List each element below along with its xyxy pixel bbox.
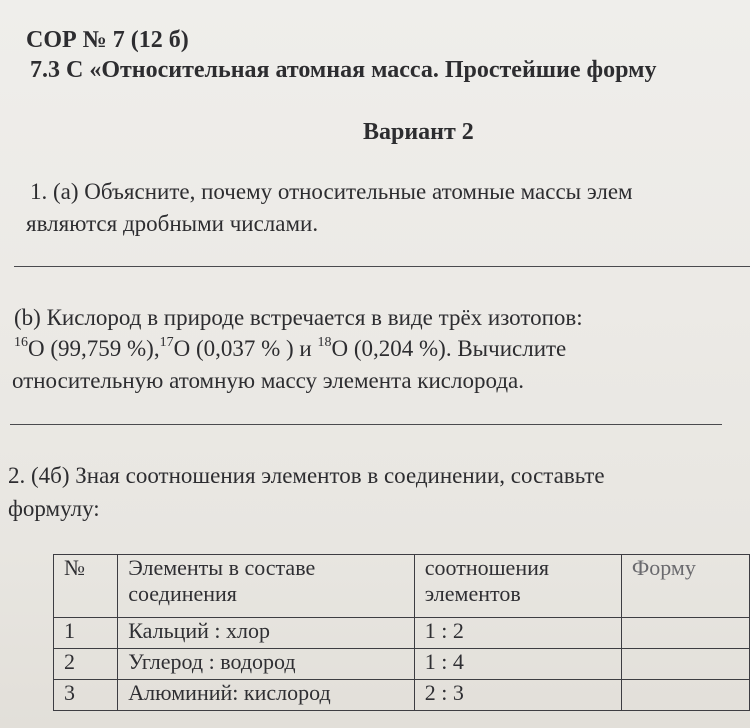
question-1b-isotopes <box>14 335 566 363</box>
header-number: № <box>54 555 118 618</box>
topic-title: 7.3 С «Относительная атомная масса. Простейшие форму <box>30 57 657 83</box>
isotope-3-text: O (0,204 %). Вычислите <box>331 336 567 361</box>
row-2-formula[interactable] <box>621 649 749 680</box>
question-2-line-1: 2. (4б) Зная соотношения элементов в соединении, составьте <box>8 463 605 488</box>
question-2-line-2: формулу: <box>8 496 100 521</box>
row-3-ratio: 2 : 3 <box>414 680 621 711</box>
isotope-2-mass: 17 <box>159 335 174 350</box>
header-ratio <box>414 555 621 618</box>
row-1-number: 1 <box>54 618 118 649</box>
question-1b-line-3: относительную атомную массу элемента кислорода. <box>12 368 524 393</box>
row-3-elements: Алюминий: кислород <box>118 680 415 711</box>
row-3-number: 3 <box>54 680 118 711</box>
row-3-formula[interactable] <box>621 680 749 711</box>
table-row <box>54 649 750 680</box>
isotope-3-mass: 18 <box>317 335 332 350</box>
header-formula: Форму <box>621 555 749 618</box>
header-elements-line-1: Элементы в составе <box>128 555 316 580</box>
table-row <box>54 618 750 649</box>
isotope-1-text: O (99,759 %), <box>28 336 160 361</box>
row-2-ratio: 1 : 4 <box>414 649 621 680</box>
assessment-title: СОР № 7 (12 б) <box>26 27 189 53</box>
answer-line-1b <box>10 424 722 425</box>
row-2-number: 2 <box>54 649 118 680</box>
question-1a-line-1: 1. (а) Объясните, почему относительные атомные массы элем <box>30 179 633 204</box>
header-ratio-line-1: соотношения <box>424 555 549 580</box>
row-1-formula[interactable] <box>621 618 749 649</box>
row-1-elements: Кальций : хлор <box>118 618 415 649</box>
header-ratio-line-2: элементов <box>424 581 521 606</box>
answer-line-1a <box>14 266 750 267</box>
table-header-row <box>54 555 750 618</box>
variant-heading: Вариант 2 <box>363 119 474 145</box>
header-elements-line-2: соединения <box>128 581 237 606</box>
question-1b-line-1: (b) Кислород в природе встречается в виде трёх изотопов: <box>14 305 583 330</box>
row-2-elements: Углерод : водород <box>118 649 415 680</box>
question-1a-line-2: являются дробными числами. <box>26 211 319 236</box>
table-row <box>54 680 750 711</box>
elements-table <box>53 554 750 711</box>
isotope-2-text: O (0,037 % ) и <box>173 336 318 361</box>
header-elements <box>118 555 415 618</box>
row-1-ratio: 1 : 2 <box>414 618 621 649</box>
isotope-1-mass: 16 <box>14 335 28 350</box>
